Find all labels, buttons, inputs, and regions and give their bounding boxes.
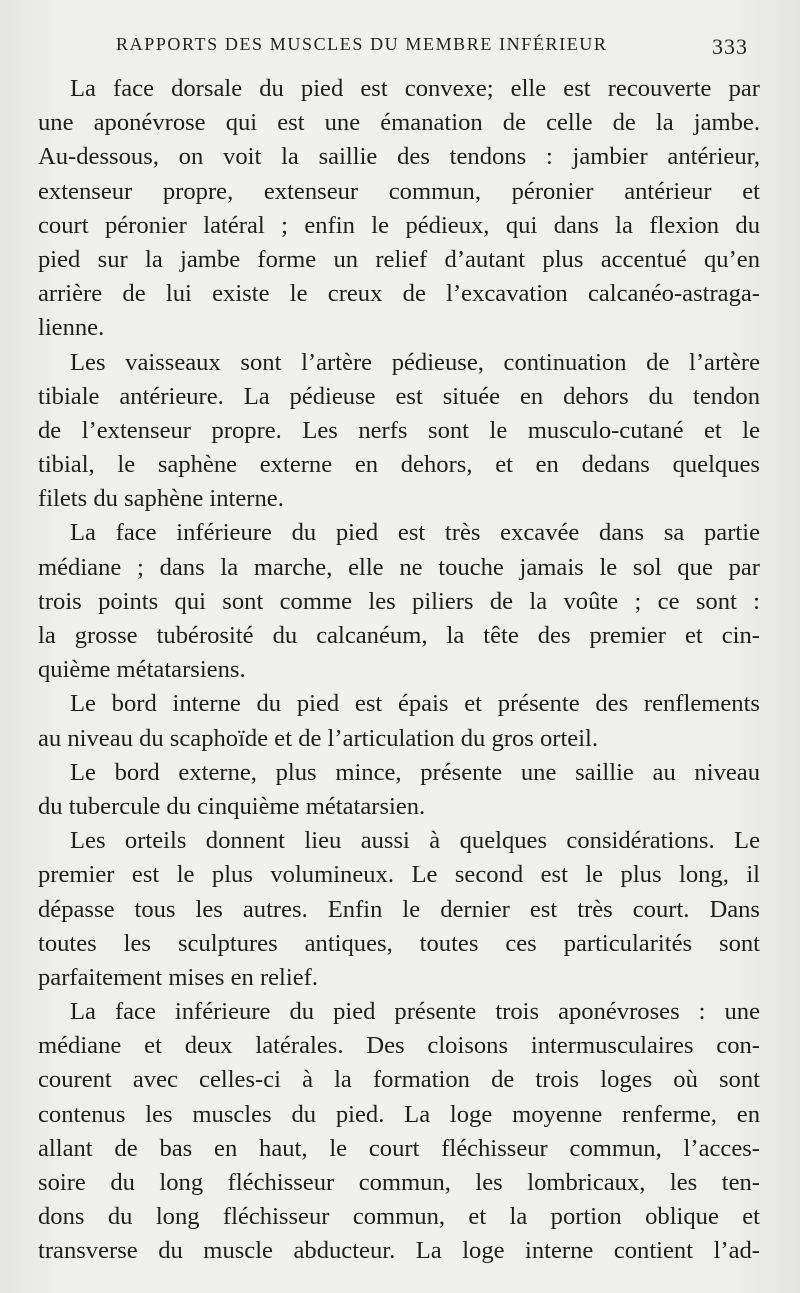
body-text	[38, 72, 760, 1269]
text-line: La face inférieure du pied est très excavée dans sa partie	[70, 519, 760, 547]
text-line: La face inférieure du pied présente trois aponévroses : une	[70, 998, 760, 1026]
text-line: filets du saphène interne.	[38, 485, 284, 513]
text-line: trois points qui sont comme les piliers de la voûte ; ce sont :	[38, 587, 760, 615]
text-line: Le bord interne du pied est épais et présente des renflements	[70, 690, 760, 718]
text-line: Les orteils donnent lieu aussi à quelques considérations. Le	[70, 827, 760, 855]
text-line: arrière de lui existe le creux de l’excavation calcanéo-astraga-	[38, 280, 760, 308]
text-line: allant de bas en haut, le court fléchisseur commun, l’acces-	[38, 1134, 760, 1162]
text-line: Les vaisseaux sont l’artère pédieuse, continuation de l’artère	[70, 348, 760, 376]
text-line: tibiale antérieure. La pédieuse est située en dehors du tendon	[38, 382, 760, 410]
text-line: de l’extenseur propre. Les nerfs sont le musculo-cutané et le	[38, 416, 760, 444]
text-line: parfaitement mises en relief.	[38, 963, 318, 991]
text-line: tibial, le saphène externe en dehors, et en dedans quelques	[38, 451, 760, 479]
text-line: au niveau du scaphoïde et de l’articulation du gros orteil.	[38, 724, 599, 752]
text-line: quième métatarsiens.	[38, 656, 246, 684]
running-title: RAPPORTS DES MUSCLES DU MEMBRE INFÉRIEUR	[116, 34, 608, 54]
text-line: transverse du muscle abducteur. La loge interne contient l’ad-	[38, 1237, 760, 1265]
text-line: court péronier latéral ; enfin le pédieux, qui dans la flexion du	[38, 211, 760, 239]
text-line: médiane ; dans la marche, elle ne touche jamais le sol que par	[38, 553, 760, 581]
text-line: toutes les sculptures antiques, toutes ces particularités sont	[38, 929, 760, 957]
text-line: pied sur la jambe forme un relief d’autant plus accentué qu’en	[38, 245, 760, 273]
text-line: courent avec celles-ci à la formation de trois loges où sont	[38, 1066, 760, 1094]
text-line: contenus les muscles du pied. La loge moyenne renferme, en	[38, 1100, 760, 1128]
page-number: 333	[712, 34, 748, 59]
text-line: La face dorsale du pied est convexe; elle est recouverte par	[70, 75, 760, 102]
text-line: extenseur propre, extenseur commun, péronier antérieur et	[38, 177, 760, 205]
text-line: une aponévrose qui est une émanation de celle de la jambe.	[38, 109, 760, 137]
text-line: dons du long fléchisseur commun, et la portion oblique et	[38, 1203, 760, 1231]
text-line: premier est le plus volumineux. Le second est le plus long, il	[38, 861, 760, 889]
text-line: dépasse tous les autres. Enfin le dernier est très court. Dans	[38, 895, 760, 923]
text-line: la grosse tubérosité du calcanéum, la tête des premier et cin-	[38, 622, 760, 649]
text-line: Le bord externe, plus mince, présente une saillie au niveau	[70, 758, 760, 786]
text-line: lienne.	[38, 314, 105, 342]
text-line: Au-dessous, on voit la saillie des tendons : jambier antérieur,	[38, 143, 760, 171]
text-line: médiane et deux latérales. Des cloisons intermusculaires con-	[38, 1032, 760, 1060]
text-line: du tubercule du cinquième métatarsien.	[38, 792, 426, 820]
text-line: soire du long fléchisseur commun, les lombricaux, les ten-	[38, 1169, 760, 1196]
